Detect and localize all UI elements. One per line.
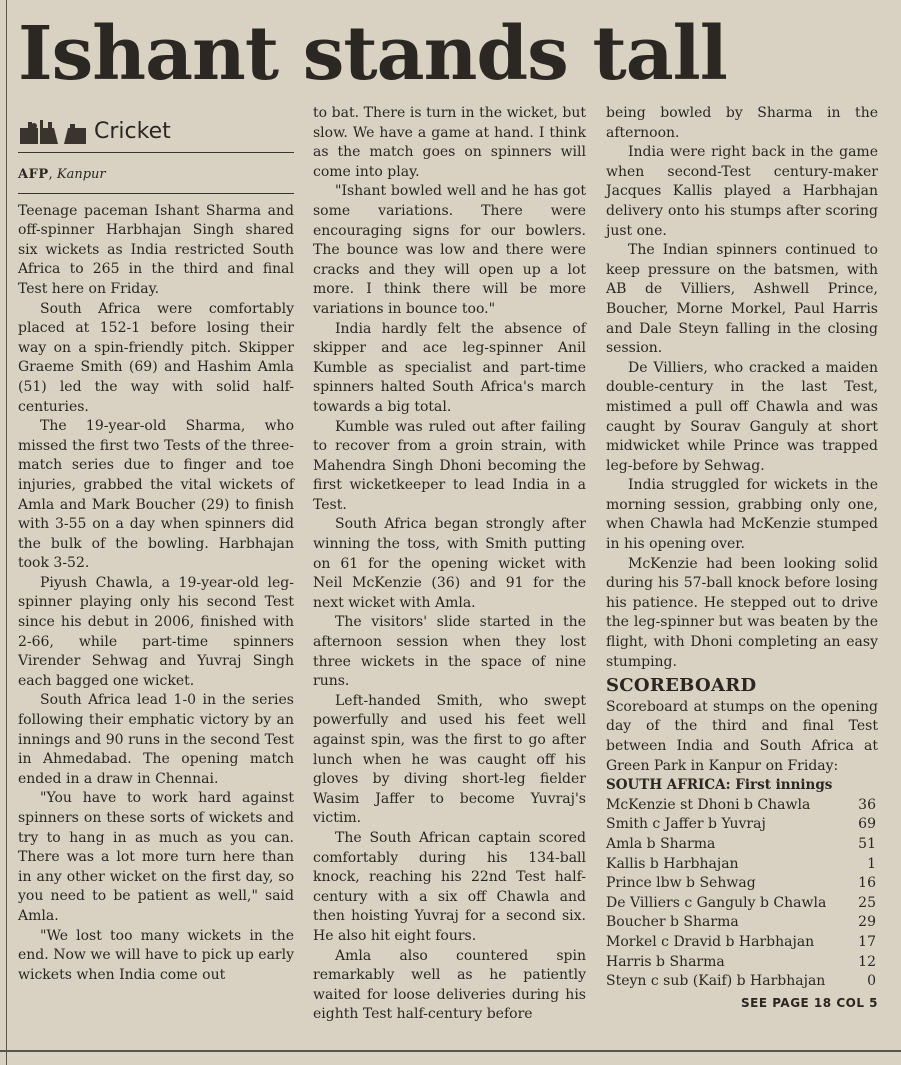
- paragraph: being bowled by Sharma in the afternoon.: [606, 105, 878, 141]
- paragraph: The visitors' slide started in the afternoon session when they lost three wickets in the space of nine runs.: [313, 614, 586, 690]
- scoreboard-title: SCOREBOARD: [606, 675, 757, 697]
- table-row: [606, 874, 878, 894]
- table-row: [606, 855, 878, 875]
- paragraph: Piyush Chawla, a 19-year-old leg-spinner playing only his second Test since his debut in 2006, finished with 2-66, while part-time spinners Virender Sehwag and Yuvraj Singh each bagged one wicket.: [18, 574, 294, 689]
- article-column-3: [606, 104, 878, 1013]
- paragraph: Left-handed Smith, who swept powerfully and used his feet well against spin, was the first to go after lunch when he was caught off his gloves by diving short-leg fielder Wasim Jaffer to become Yuvraj's victim.: [313, 692, 586, 827]
- byline: AFP, Kanpur: [18, 165, 294, 194]
- paragraph: India struggled for wickets in the morning session, grabbing only one, when Chawla had McKenzie stumped in his opening over.: [606, 477, 878, 553]
- table-row: [606, 913, 878, 933]
- batsman: Harris b Sharma: [606, 953, 725, 970]
- paragraph: "Ishant bowled well and he has got some variations. There were encouraging signs for our bowlers. The bounce was low and there were cracks and they will open up a lot more. I think there will be more variations in bounce too.": [313, 183, 586, 317]
- runs: 25: [858, 894, 876, 911]
- paragraph: McKenzie had been looking solid during his 57-ball knock before losing his patience. He stepped out to drive the leg-spinner but was beaten by the flight, with Dhoni completing an easy stumping.: [606, 555, 878, 670]
- paragraph: "You have to work hard against spinners on these sorts of wickets and try to hang in as much as you can. There was a lot more turn here than in any other wicket on the first day, so you need to be patient as well," said Amla.: [18, 790, 294, 924]
- paragraph: India were right back in the game when second-Test century-maker Jacques Kallis played a Harbhajan delivery onto his stumps after scoring just one.: [606, 144, 878, 239]
- batsman: De Villiers c Ganguly b Chawla: [606, 894, 827, 911]
- section-tag: [18, 112, 294, 153]
- paragraph: South Africa were comfortably placed at 152-1 before losing their way on a spin-friendly pitch. Skipper Graeme Smith (69) and Hashim Amla (51) led the way with solid half-centuries.: [18, 300, 294, 415]
- paragraph: South Africa lead 1-0 in the series following their emphatic victory by an innings and 90 runs in the second Test in Ahmedabad. The opening match ended in a draw in Chennai.: [18, 692, 294, 787]
- paragraph: "We lost too many wickets in the end. Now we will have to pick up early wickets when India come out: [18, 927, 294, 983]
- runs: 17: [858, 933, 876, 950]
- table-row: [606, 796, 878, 816]
- paragraph: The South African captain scored comfortably during his 134-ball knock, reaching his 22nd Test half-century with a six off Chawla and then hoisting Yuvraj for a second six. He also hit eight fours.: [313, 829, 586, 944]
- runs: 29: [858, 914, 876, 931]
- byline-agency: AFP: [18, 167, 49, 182]
- cricket-logo-icon: [18, 118, 88, 146]
- continued-reference: SEE PAGE 18 COL 5: [741, 995, 878, 1010]
- runs: 36: [858, 796, 876, 813]
- runs: 12: [858, 953, 876, 970]
- table-row: [606, 894, 878, 914]
- paragraph: Amla also countered spin remarkably well as he patiently waited for loose deliveries during his eighth Test half-century before: [313, 947, 586, 1023]
- scoreboard-intro: Scoreboard at stumps on the opening day of the third and final Test between India and South Africa at Green Park in Kanpur on Friday:: [606, 698, 878, 774]
- batsman: Boucher b Sharma: [606, 914, 739, 931]
- article-column-2: [313, 104, 586, 1025]
- paragraph: India hardly felt the absence of skipper and ace leg-spinner Anil Kumble as specialist and part-time spinners halted South Africa's march towards a big total.: [313, 320, 586, 415]
- runs: 69: [858, 816, 876, 833]
- paragraph: The Indian spinners continued to keep pressure on the batsmen, with AB de Villiers, Ashwell Prince, Boucher, Morne Morkel, Paul Harris and Dale Steyn falling in the closing session.: [606, 242, 878, 357]
- runs: 1: [867, 855, 876, 872]
- batsman: Amla b Sharma: [606, 835, 716, 852]
- paragraph: The 19-year-old Sharma, who missed the first two Tests of the three-match series due to finger and toe injuries, grabbed the vital wickets of Amla and Mark Boucher (29) to finish with 3-55 on a day when spinners did the bulk of the bowling. Harbhajan took 3-52.: [18, 418, 294, 572]
- runs: 0: [867, 973, 876, 990]
- innings-label: SOUTH AFRICA: First innings: [606, 777, 833, 794]
- table-row: [606, 953, 878, 973]
- scoreboard-table: [606, 796, 878, 992]
- paragraph: Teenage paceman Ishant Sharma and off-spinner Harbhajan Singh shared six wickets as India restricted South Africa to 265 in the third and final Test here on Friday.: [18, 202, 294, 297]
- runs: 16: [858, 875, 876, 892]
- runs: 51: [858, 835, 876, 852]
- paragraph: South Africa began strongly after winning the toss, with Smith putting on 61 for the opening wicket with Neil McKenzie (36) and 91 for the next wicket with Amla.: [313, 516, 586, 611]
- bottom-rule: [0, 1050, 901, 1052]
- table-row: [606, 835, 878, 855]
- article-column-1: [18, 112, 294, 985]
- headline: Ishant stands tall: [18, 11, 727, 97]
- batsman: Smith c Jaffer b Yuvraj: [606, 816, 766, 833]
- table-row: [606, 972, 878, 992]
- paragraph: De Villiers, who cracked a maiden double-century in the last Test, mistimed a pull off Chawla and was caught by Sourav Ganguly at short midwicket while Prince was trapped leg-before by Sehwag.: [606, 359, 878, 474]
- batsman: McKenzie st Dhoni b Chawla: [606, 796, 811, 813]
- batsman: Steyn c sub (Kaif) b Harbhajan: [606, 973, 826, 990]
- batsman: Kallis b Harbhajan: [606, 855, 739, 872]
- batsman: Prince lbw b Sehwag: [606, 875, 756, 892]
- batsman: Morkel c Dravid b Harbhajan: [606, 933, 815, 950]
- section-label: Cricket: [94, 119, 171, 145]
- table-row: [606, 815, 878, 835]
- table-row: [606, 933, 878, 953]
- byline-place: Kanpur: [56, 167, 106, 182]
- page-border: [6, 0, 7, 1065]
- paragraph: to bat. There is turn in the wicket, but slow. We have a game at hand. I think as the match goes on spinners will come into play.: [313, 105, 586, 180]
- paragraph: Kumble was ruled out after failing to recover from a groin strain, with Mahendra Singh Dhoni becoming the first wicketkeeper to lead India in a Test.: [313, 418, 586, 513]
